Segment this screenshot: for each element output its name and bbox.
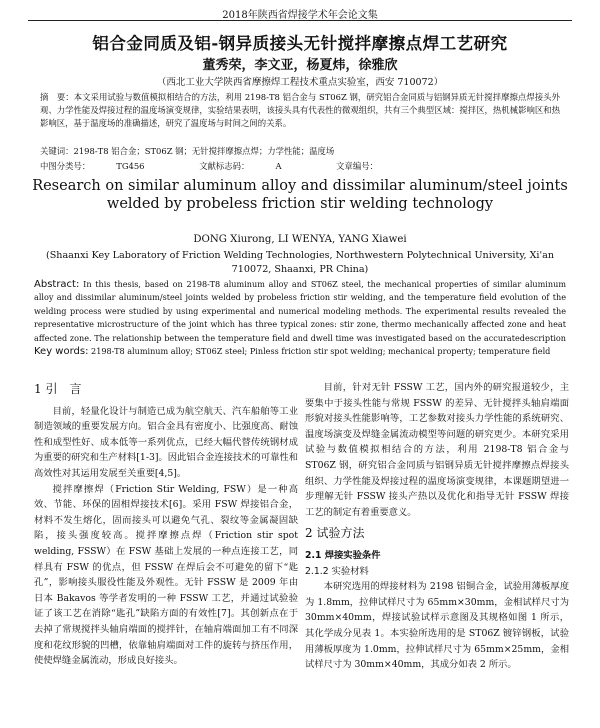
body-left-column [34,380,298,720]
article-number [336,161,404,171]
class-number-label: 中图分类号： [40,161,91,171]
abstract-cn-label: 摘 要： [40,92,74,102]
keywords-cn [40,145,560,158]
classification-line [40,160,560,173]
abstract-cn-text: 本文采用试验与数值模拟相结合的方法，利用 2198-T8 铝合金与 ST06Z 钢，研究铝合金同质与铝钢异质无针搅拌摩擦点焊接头外观、力学性能及焊接过程的温度场演变规律，实验结果表明，该接头具有代表性的微观组织，共有三个典型区域：搅拌区，热机械影响区和热影响区，基于温度场的准确描述，研究了温度场与时间之间的关系。 [40,92,560,128]
keywords-en-text: 2198-T8 aluminum alloy; ST06Z steel; Pinless friction stir spot welding; mechanical property; temperature field [88,346,551,356]
subsection-2-1-heading: 2.1 焊接实验条件 [305,549,381,561]
abstract-en-label: Abstract: [34,279,80,290]
keywords-cn-label: 关键词： [40,146,74,156]
section-2-heading: 2 试验方法 [305,526,365,541]
intro-paragraph-1: 目前，轻量化设计与制造已成为航空航天、汽车船舶等工业制造领域的重要发展方向。铝合金具有密度小、比强度高、耐蚀性和成型性好、成本低等一系列优点，已经大幅代替传统钢材成为重要的研究和生产材料[1-3]。因此铝合金连接技术的可靠性和高效性对其运用发展至关重要[4,5]。 [34,405,298,479]
keywords-en [34,346,566,357]
authors-cn: 董秀荣，李文亚，杨夏炜，徐雅欣 [202,58,398,73]
doc-code-value: A [275,161,282,171]
keywords-cn-text: 2198-T8 铝合金；ST06Z 钢；无针搅拌摩擦点焊；力学性能；温度场 [73,146,335,156]
authors-en: DONG Xiurong, LI WENYA, YANG Xiawei [193,234,407,245]
keywords-en-label: Key words: [34,346,89,357]
abstract-cn [40,91,560,144]
intro-paragraph-2: 搅拌摩擦焊（Friction Stir Welding, FSW）是一种高效、节能、环保的固相焊接技术[6]。采用 FSW 焊接铝合金，材料不发生熔化，固而接头可以避免气孔、裂纹等金属凝固缺陷，接头强度较高。搅拌摩擦点焊（Friction stir spot welding, FSSW）在 FSW 基础上发展的一种点连接工艺，同样具有 FSW 的优点，但 FSSW 在焊后会不可避免的留下“匙孔”，影响接头服役性能及外观性。无针 FSSW 是 2009 年由日本 Bakavos 等学者发明的一种 FSSW 工艺，并通过试验验证了该工艺在消除“匙孔”缺陷方面的有效性[7]。其创新点在于去掉了常规搅拌头轴肩端面的搅拌针，在轴肩端面加工有不同深度和花纹形貌的凹槽，依靠轴肩端面对工件的旋转与挤压作用，使使焊缝金属流动，形成良好接头。 [34,483,298,667]
subsection-2-1-2-heading: 2.1.2 实验材料 [305,565,369,577]
class-number [40,161,171,171]
intro-paragraph-3: 目前，针对无针 FSSW 工艺，国内外的研究报道较少，主要集中于接头性能与常规 FSSW 的差异、无针搅拌头轴肩端面形貌对接头性能影响等，工艺参数对接头力学性能的系统研究、温度场演变及焊缝金属流动模型等问题的研究更少。本研究采用试验与数值模拟相结合的方法，利用 2198-T8 铝合金与 ST06Z 钢，研究铝合金同质与铝钢异质无针搅拌摩擦点焊接头组织、力学性能及焊接过程的温度场演变规律，本课题期望进一步理解无针 FSSW 接头产热以及优化和指导无针 FSSW 焊接工艺的制定有着重要意义。 [305,382,569,518]
affiliation-cn: （西北工业大学陕西省摩擦焊工程技术重点实验室，西安 710072） [156,77,444,88]
materials-paragraph: 本研究选用的焊接材料为 2198 铝铜合金，试验用薄板厚度为 1.8mm，拉伸试样尺寸为 65mm×30mm，金相试样尺寸为 30mm×40mm，焊接试验试样示意图及其规格如图 1 所示，其化学成分见表 1。本实验所选用的是 ST06Z 镀锌钢板，试验用薄板厚度为 1.0mm，拉伸试样尺寸为 65mm×25mm，金相试样尺寸为 30mm×40mm，其成分如表 2 所示。 [305,581,569,671]
paper-title-cn: 铝合金同质及铝-钢异质接头无针搅拌摩擦点焊工艺研究 [92,34,508,53]
paper-title-en: Research on similar aluminum alloy and dissimilar aluminum/steel joints welded by probeless friction stir welding technology [32,178,568,212]
abstract-en [34,278,566,344]
header-rule [28,20,572,21]
abstract-en-text: In this thesis, based on 2198-T8 aluminum alloy and ST06Z steel, the mechanical properties of similar aluminum alloy and dissimilar aluminum/steel joints welded by probeless friction stir welding, and the temperature field evolution of the welding process were studied by using experimental and numerical modeling methods. The experimental results revealed the representative microstructure of the joint which has three typical zones: stir zone, thermo mechanically affected zone and heat affected zone. The relationship between the temperature field and dwell time was investigated based on the accuratedescription [34,279,566,343]
body-right-column [305,380,569,720]
article-number-label: 文章编号： [336,161,379,171]
doc-code-label: 文献标志码： [199,161,250,171]
class-number-value: TG456 [116,161,145,171]
doc-code [199,161,307,171]
affiliation-en: (Shaanxi Key Laboratory of Friction Welding Technologies, Northwestern Polytechnical University, Xi'an 710072, Shaanxi, PR China) [45,250,555,275]
section-1-heading: 1 引 言 [34,382,82,396]
running-header: 2018年陕西省焊接学术年会论文集 [222,10,378,21]
